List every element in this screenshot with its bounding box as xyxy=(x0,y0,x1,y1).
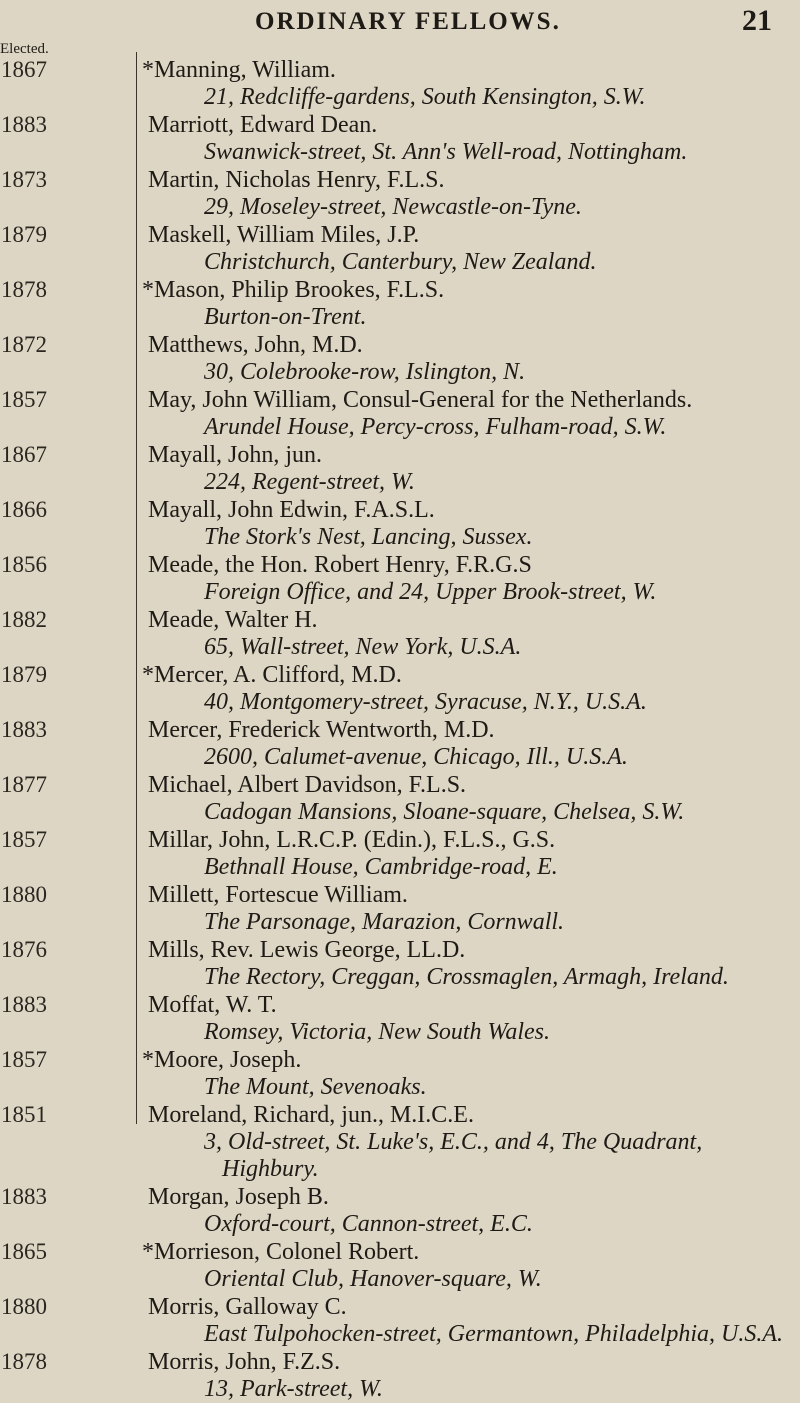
fellow-address: Oriental Club, Hanover-square, W. xyxy=(204,1266,542,1292)
fellow-entry xyxy=(0,441,800,496)
fellow-name: *Moore, Joseph. xyxy=(142,1047,302,1073)
fellow-name: Mayall, John, jun. xyxy=(148,442,322,468)
elected-year: 1878 xyxy=(1,1349,47,1374)
fellow-address: 29, Moseley-street, Newcastle-on-Tyne. xyxy=(204,194,582,220)
fellow-name: Mercer, Frederick Wentworth, M.D. xyxy=(148,717,495,743)
fellow-name: Meade, the Hon. Robert Henry, F.R.G.S xyxy=(148,552,532,578)
elected-year: 1866 xyxy=(1,497,47,522)
elected-year: 1882 xyxy=(1,607,47,632)
elected-year: 1857 xyxy=(1,387,47,412)
fellow-address: Foreign Office, and 24, Upper Brook-street, W. xyxy=(204,579,657,605)
elected-year: 1873 xyxy=(1,167,47,192)
fellow-address: The Mount, Sevenoaks. xyxy=(204,1074,427,1100)
elected-year: 1877 xyxy=(1,772,47,797)
fellow-name: *Mercer, A. Clifford, M.D. xyxy=(142,662,402,688)
fellow-address: Oxford-court, Cannon-street, E.C. xyxy=(204,1211,533,1237)
fellow-entry xyxy=(0,111,800,166)
fellow-entry xyxy=(0,1293,800,1348)
elected-year: 1851 xyxy=(1,1102,47,1127)
elected-year: 1883 xyxy=(1,112,47,137)
fellow-name: Moffat, W. T. xyxy=(148,992,277,1018)
fellow-address: 224, Regent-street, W. xyxy=(204,469,415,495)
fellow-address: The Stork's Nest, Lancing, Sussex. xyxy=(204,524,533,550)
fellow-name: Matthews, John, M.D. xyxy=(148,332,363,358)
elected-year: 1883 xyxy=(1,1184,47,1209)
fellow-entry xyxy=(0,276,800,331)
fellow-address: Bethnall House, Cambridge-road, E. xyxy=(204,854,558,880)
elected-year: 1856 xyxy=(1,552,47,577)
fellow-entry xyxy=(0,606,800,661)
fellow-name: Morgan, Joseph B. xyxy=(148,1184,329,1210)
fellow-address: The Parsonage, Marazion, Cornwall. xyxy=(204,909,565,935)
elected-year: 1857 xyxy=(1,1047,47,1072)
fellow-entry xyxy=(0,661,800,716)
fellow-name: Michael, Albert Davidson, F.L.S. xyxy=(148,772,467,798)
fellow-entry xyxy=(0,1238,800,1293)
elected-year: 1865 xyxy=(1,1239,47,1264)
fellow-entry xyxy=(0,1183,800,1238)
elected-year: 1872 xyxy=(1,332,47,357)
elected-year: 1883 xyxy=(1,717,47,742)
elected-year: 1880 xyxy=(1,882,47,907)
fellow-entry xyxy=(0,826,800,881)
fellow-entry xyxy=(0,221,800,276)
elected-year: 1867 xyxy=(1,442,47,467)
fellow-address: 3, Old-street, St. Luke's, E.C., and 4, The Quadrant, xyxy=(204,1129,703,1155)
fellow-address: Arundel House, Percy-cross, Fulham-road, S.W. xyxy=(204,414,667,440)
fellow-address: 40, Montgomery-street, Syracuse, N.Y., U.S.A. xyxy=(204,689,647,715)
fellow-address: Burton-on-Trent. xyxy=(204,304,367,330)
fellow-entry xyxy=(0,716,800,771)
fellow-entry xyxy=(0,1101,800,1183)
elected-year: 1876 xyxy=(1,937,47,962)
fellow-name: Moreland, Richard, jun., M.I.C.E. xyxy=(148,1102,474,1128)
fellow-entry xyxy=(0,881,800,936)
fellow-address: Cadogan Mansions, Sloane-square, Chelsea, S.W. xyxy=(204,799,685,825)
fellow-name: Millett, Fortescue William. xyxy=(148,882,408,908)
fellow-name: *Manning, William. xyxy=(142,57,336,83)
elected-year: 1879 xyxy=(1,662,47,687)
page-title: ORDINARY FELLOWS. xyxy=(255,8,561,35)
fellow-entry xyxy=(0,386,800,441)
fellow-entry xyxy=(0,496,800,551)
fellow-entry xyxy=(0,166,800,221)
fellow-name: Mayall, John Edwin, F.A.S.L. xyxy=(148,497,435,523)
fellow-entry xyxy=(0,1348,800,1403)
fellow-address: Romsey, Victoria, New South Wales. xyxy=(204,1019,550,1045)
fellow-name: Meade, Walter H. xyxy=(148,607,318,633)
elected-year: 1857 xyxy=(1,827,47,852)
fellow-entry xyxy=(0,551,800,606)
fellow-address: The Rectory, Creggan, Crossmaglen, Armagh, Ireland. xyxy=(204,964,729,990)
fellow-name: Martin, Nicholas Henry, F.L.S. xyxy=(148,167,445,193)
fellow-name: May, John William, Consul-General for the Netherlands. xyxy=(148,387,693,413)
elected-year: 1879 xyxy=(1,222,47,247)
fellow-name: Marriott, Edward Dean. xyxy=(148,112,378,138)
fellow-address: 65, Wall-street, New York, U.S.A. xyxy=(204,634,522,660)
elected-year: 1867 xyxy=(1,57,47,82)
fellow-entry xyxy=(0,771,800,826)
fellows-list xyxy=(0,56,800,1403)
fellow-name: *Morrieson, Colonel Robert. xyxy=(142,1239,420,1265)
fellow-entry xyxy=(0,1046,800,1101)
fellow-name: Morris, John, F.Z.S. xyxy=(148,1349,341,1375)
elected-year: 1883 xyxy=(1,992,47,1017)
page-header xyxy=(0,4,800,48)
fellow-name: Mills, Rev. Lewis George, LL.D. xyxy=(148,937,466,963)
fellow-address-continued: Highbury. xyxy=(222,1156,319,1182)
fellow-name: Millar, John, L.R.C.P. (Edin.), F.L.S., G.S. xyxy=(148,827,556,853)
fellow-name: Morris, Galloway C. xyxy=(148,1294,347,1320)
elected-year: 1878 xyxy=(1,277,47,302)
fellow-address: 30, Colebrooke-row, Islington, N. xyxy=(204,359,526,385)
fellow-name: Maskell, William Miles, J.P. xyxy=(148,222,420,248)
fellow-entry xyxy=(0,56,800,111)
elected-column-label: Elected. xyxy=(0,41,49,57)
fellow-address: East Tulpohocken-street, Germantown, Philadelphia, U.S.A. xyxy=(204,1321,784,1347)
page-number: 21 xyxy=(742,4,772,37)
fellow-entry xyxy=(0,331,800,386)
elected-year: 1880 xyxy=(1,1294,47,1319)
fellow-address: 21, Redcliffe-gardens, South Kensington, S.W. xyxy=(204,84,646,110)
fellow-address: Swanwick-street, St. Ann's Well-road, Nottingham. xyxy=(204,139,688,165)
fellow-entry xyxy=(0,991,800,1046)
fellow-address: Christchurch, Canterbury, New Zealand. xyxy=(204,249,597,275)
fellow-name: *Mason, Philip Brookes, F.L.S. xyxy=(142,277,445,303)
fellow-entry xyxy=(0,936,800,991)
fellow-address: 13, Park-street, W. xyxy=(204,1376,383,1402)
fellow-address: 2600, Calumet-avenue, Chicago, Ill., U.S.A. xyxy=(204,744,628,770)
